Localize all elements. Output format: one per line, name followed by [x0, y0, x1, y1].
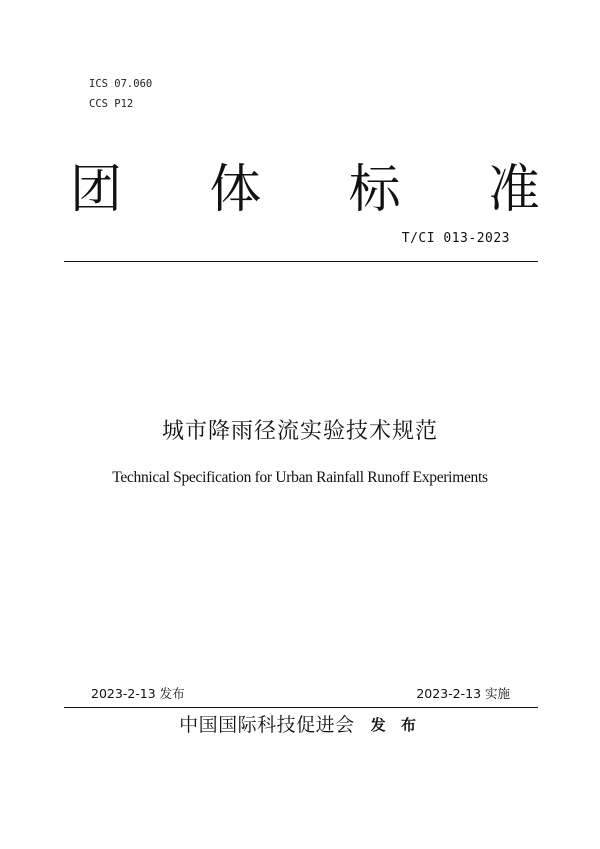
standard-type-char: 准 — [487, 160, 540, 220]
bottom-divider — [64, 707, 538, 708]
title-english: Technical Specification for Urban Rainfall Runoff Experiments — [112, 469, 488, 486]
standard-number: T/CI 013-2023 — [401, 231, 510, 246]
classification-codes — [89, 74, 152, 114]
ics-code: ICS 07.060 — [89, 78, 153, 90]
issue-date: 2023-2-13 发布 — [91, 686, 185, 701]
standard-type-heading — [70, 158, 540, 222]
standard-type-char: 标 — [348, 160, 401, 220]
title-chinese: 城市降雨径流实验技术规范 — [161, 419, 438, 444]
standard-type-char: 体 — [209, 160, 262, 220]
top-divider — [64, 261, 538, 262]
publisher-name: 中国国际科技促进会 — [179, 714, 355, 736]
implementation-date: 2023-2-13 实施 — [416, 686, 510, 701]
publisher-line — [0, 710, 600, 737]
ccs-code: CCS P12 — [89, 98, 134, 110]
publish-label: 发 布 — [370, 716, 421, 734]
standard-type-char: 团 — [70, 160, 123, 220]
